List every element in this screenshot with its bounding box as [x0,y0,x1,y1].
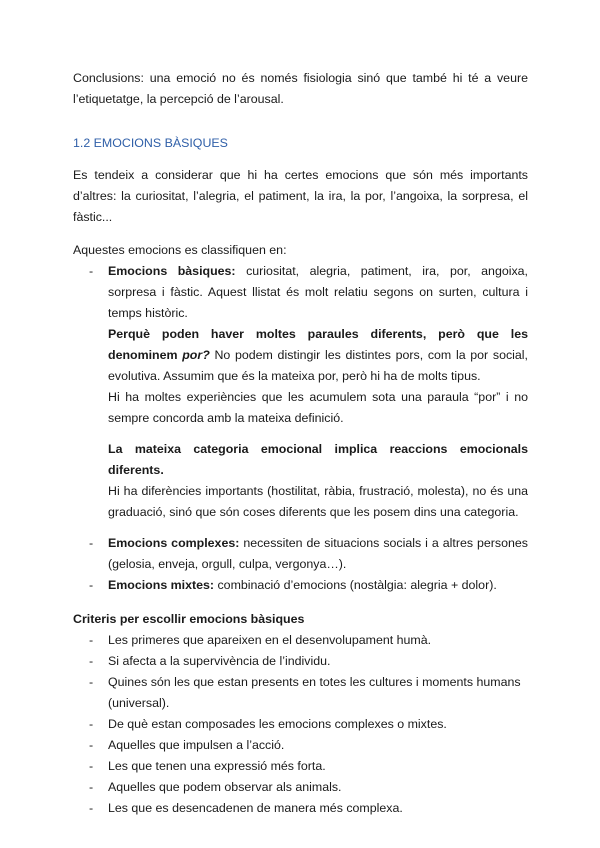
criteria-list [73,630,528,819]
basic-emotions-paragraph [108,261,528,324]
category-paragraph-text: Hi ha diferències importants (hostilitat, ràbia, frustració, molesta), no és una graduació, sinó que són coses diferents que les posem dins una categoria. [108,484,528,519]
fear-question-italic: por? [182,348,210,362]
mixed-emotions-text: combinació d’emocions (nostàlgia: alegria + dolor). [214,578,497,592]
list-item: - Les que es desencadenen de manera més complexa. [73,798,528,819]
fear-question-paragraph [108,324,528,387]
intro-paragraph: Es tendeix a considerar que hi ha certes emocions que són més importants d’altres: la curiositat, l’alegria, el patiment, la ira, la por, l’angoixa, la sorpresa, el fàstic... [73,168,528,224]
document-page [73,68,528,819]
list-item: - Si afecta a la supervivència de l’individu. [73,651,528,672]
complex-emotions-label: Emocions complexes: [108,536,240,550]
list-item: - Les primeres que apareixen en el desenvolupament humà. [73,630,528,651]
list-item: - De què estan composades les emocions complexes o mixtes. [73,714,528,735]
fear-question-bold: Perquè poden haver moltes paraules diferents, però que les denominem [108,327,528,362]
complex-emotions-text: necessiten de situacions socials i a altres persones (gelosia, enveja, orgull, culpa, vergonya…). [108,536,528,571]
fear-experiences-paragraph: Hi ha moltes experiències que les acumulem sota una paraula “por” i no sempre concorda amb la mateixa definició. [108,390,528,425]
list-item: - Les que tenen una expressió més forta. [73,756,528,777]
complex-emotions-paragraph [108,533,528,575]
list-item: - Aquelles que podem observar als animals. [73,777,528,798]
basic-emotions-text: curiositat, alegria, patiment, ira, por, angoixa, sorpresa i fàstic. Aquest llistat és molt relatiu segons on surten, cultura i temps històric. [108,264,529,320]
list-item-basic-emotions [73,261,528,523]
list-item: - Quines són les que estan presents en totes les cultures i moments humans (universal). [73,672,528,714]
list-item: - Aquelles que impulsen a l’acció. [73,735,528,756]
category-paragraph-heading [108,439,528,481]
fear-question-rest: No podem distingir les distintes pors, com la por social, evolutiva. Assumim que és la mateixa por, però hi ha de molts tipus. [108,348,528,383]
mixed-emotions-paragraph [108,575,528,596]
emotion-types-list [73,261,528,596]
basic-emotions-label: Emocions bàsiques: [108,264,236,278]
category-bold: La mateixa categoria emocional implica reaccions emocionals diferents. [108,442,528,477]
classification-intro: Aquestes emocions es classifiquen en: [73,243,287,257]
mixed-emotions-label: Emocions mixtes: [108,578,215,592]
conclusions-paragraph: Conclusions: una emoció no és només fisiologia sinó que també hi té a veure l’etiquetatge, la percepció de l’arousal. [73,71,528,106]
criteria-title: Criteris per escollir emocions bàsiques [73,612,305,626]
list-item-mixed-emotions [73,575,528,596]
section-heading: 1.2 EMOCIONS BÀSIQUES [73,136,228,150]
list-item-complex-emotions [73,533,528,575]
